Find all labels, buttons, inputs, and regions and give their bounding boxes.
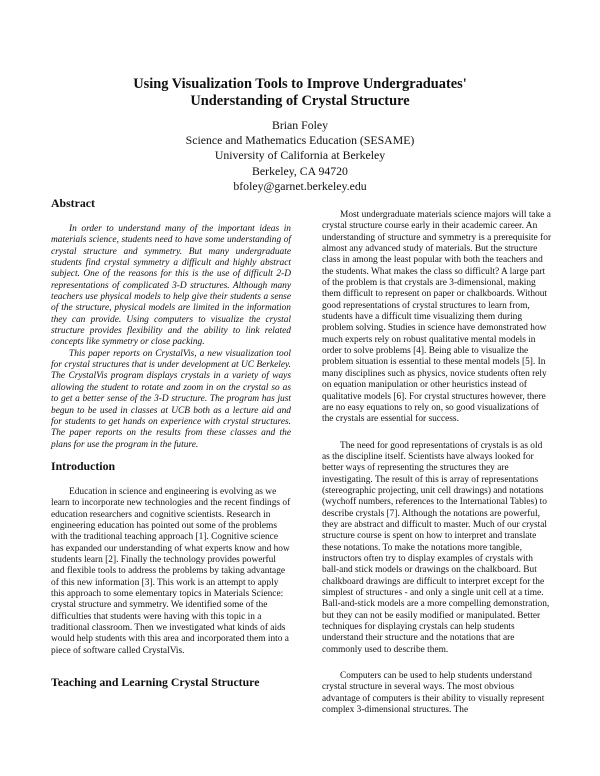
body-paragraph: Computers can be used to help students understand crystal structure in several ways. The most obvious advantage of computers is their ability to visually represent complex 3-dimensional structures. The — [322, 671, 545, 716]
abstract-body — [51, 224, 291, 451]
author-university: University of California at Berkeley — [214, 148, 386, 163]
body-paragraph: The need for good representations of crystals is as old as the discipline itself. Scientists have always looked for better ways of representing the structures they are investigating. The result of this is array of representations (stereographic projecting, unit cell drawings) and notations (wychoff numbers, references to the International Tables) to describe crystals [7]. Although the notations are powerful, they are abstract and difficult to master. Much of our crystal structure course is spent on how to interpret and translate these notations. To make the notations more tangible, instructors often try to display examples of crystals with ball-and stick models or drawings on the chalkboard. But chalkboard drawings are difficult to interpret except for the simplest of structures - and only a single unit cell at a time. Ball-and-stick models are a more compelling demonstration, but they can not be easily modified or manipulated. Better techniques for displaying crystals can help students understand their structure and the notations that are commonly used to describe them. — [322, 440, 550, 655]
body-paragraph: Most undergraduate materials science majors will take a crystal structure course early in their academic career. An understanding of structure and symmetry is a prerequisite for almost any advanced study of materials. But the structure class in among the least popular with both the teachers and the students. What makes the class so difficult? A large part of the problem is that crystals are 3-dimensional, making them difficult to represent on paper or chalkboards. Without good representations of crystal structures to learn from, students have a difficult time visualizing them during problem solving. Studies in science have demonstrated how much experts rely on robust qualitative mental models in order to solve problems [4]. Being able to visualize the problem situation is essential to these mental models [5]. In many disciplines such as physics, novice students often rely on equation manipulation or other heuristics instead of qualitative models [6]. For crystal structures however, there are no easy equations to rely on, so good visualizations of the crystals are essential for success. — [322, 210, 552, 425]
teaching-heading: Teaching and Learning Crystal Structure — [51, 675, 260, 690]
abstract-paragraph: This paper reports on CrystalVis, a new visualization tool for crystal structures that is under development at UC Berkeley. The CrystalVis program displays crystals in a variety of ways allowing the student to rotate and zoom in on the crystal so as to get a better sense of the 3-D structure. The program has just begun to be used in classes at UCB both as a lecture aid and for students to get hands on experience with crystal structures. The paper reports on the results from these classes and the plans for use the program in the future. — [51, 348, 291, 450]
left-column — [51, 196, 291, 689]
right-column — [322, 196, 552, 716]
author-city: Berkeley, CA 94720 — [252, 163, 348, 178]
title-line-2: Understanding of Crystal Structure — [190, 93, 410, 109]
introduction-paragraph: Education in science and engineering is evolving as we learn to incorporate new technologies and the recent findings of education researchers and cognitive scientists. Research in engineering education has pointed out some of the problems with the traditional teaching approach [1]. Cognitive science has expanded our understanding of what experts know and how students learn [2]. Finally the technology provides powerful and flexible tools to address the problems by taking advantage of this new information [3]. This work is an attempt to apply this approach to some elementary topics in Materials Science: crystal structure and symmetry. We identified some of the difficulties that students were having with this topic in a traditional classroom. Then we investigated what kinds of aids would help students with this area and incorporated them into a piece of software called CrystalVis. — [51, 486, 291, 656]
introduction-heading: Introduction — [51, 458, 116, 473]
paper-title — [40, 76, 560, 110]
introduction-body — [51, 487, 291, 657]
author-email: bfoley@garnet.berkeley.edu — [233, 178, 367, 193]
author-department: Science and Mathematics Education (SESAME) — [185, 133, 415, 148]
author-name: Brian Foley — [271, 118, 329, 132]
abstract-paragraph: In order to understand many of the important ideas in materials science, students need to have some understanding of crystal structure and symmetry. But many undergraduate students find crystal symmetry a difficult and highly abstract subject. One of the reasons for this is the use of difficult 2-D representations of complicated 3-D structures. Although many teachers use physical models to help give their students a sense of the structure, physical models are limited in the information they can provide. Using computers to visualize the crystal structure provides flexibility and the ability to link related concepts like symmetry or close packing. — [51, 224, 291, 348]
title-line-1: Using Visualization Tools to Improve Undergraduates' — [133, 76, 467, 92]
author-block — [40, 118, 560, 194]
abstract-heading: Abstract — [51, 196, 95, 210]
